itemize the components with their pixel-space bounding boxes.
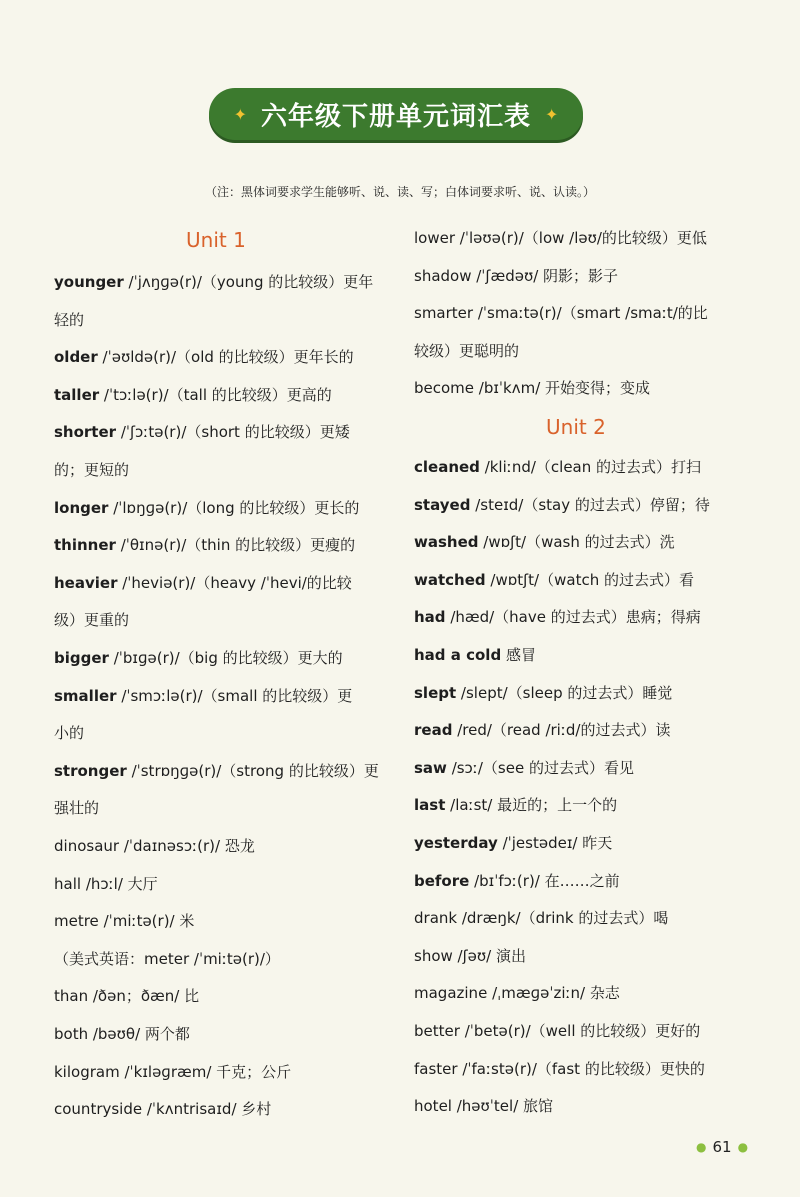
vocab-word: stayed [414,495,471,514]
vocab-entry [414,983,620,1003]
vocab-entry [54,1024,190,1044]
vocab-word: than [54,987,89,1006]
vocab-word: longer [54,498,109,517]
vocab-definition: /ˈəʊldə(r)/（old 的比较级）更年长的 [97,348,354,367]
vocab-definition: /ˈsmɔːlə(r)/（small 的比较级）更 [116,686,353,705]
vocab-entry [54,310,84,330]
vocab-entry [54,1062,291,1082]
vocab-definition: /hɔːl/ 大厅 [81,874,158,893]
vocab-entry [414,758,634,778]
vocab-entry [54,498,359,518]
vocab-definition: 轻的 [54,310,85,329]
vocab-definition: /ˈjestədeɪ/ 昨天 [497,834,613,852]
vocab-entry [414,341,519,361]
vocab-definition: /ˈʃædəʊ/ 阴影；影子 [471,266,619,285]
vocab-entry [54,460,129,480]
vocab-entry [414,607,701,627]
vocab-entry [414,1021,700,1041]
page-number-text: 61 [712,1138,732,1156]
vocab-word: washed [414,533,479,552]
vocab-word: yesterday [414,834,498,852]
vocab-word: dinosaur [54,837,120,855]
vocab-word: had [414,608,446,627]
vocab-word: had a cold [414,646,502,664]
vocab-word: taller [54,385,100,404]
vocab-entry [414,1096,553,1116]
vocab-definition: /ˈmiːtə(r)/ 米 [98,912,195,931]
vocab-word: countryside [54,1100,143,1119]
vocab-word: read [414,721,453,740]
vocab-word: saw [414,758,447,777]
vocab-entry [414,645,536,665]
vocab-definition: 强壮的 [54,799,100,818]
vocab-entry [414,871,620,891]
vocab-entry [54,723,84,743]
vocab-word: smarter [414,304,474,323]
vocab-entry [54,1099,271,1119]
vocab-entry [414,532,675,552]
vocab-word: slept [414,683,457,702]
vocab-entry [414,795,617,815]
vocab-definition: /bəʊθ/ 两个都 [88,1025,190,1043]
usage-note: （注：黑体词要求学生能够听、说、读、写；白体词要求听、说、认读。） [204,185,595,199]
vocab-definition: /ˈbɪɡə(r)/（big 的比较级）更大的 [108,649,343,667]
vocab-entry [54,648,343,668]
vocab-definition: /ˈləʊə(r)/（low /ləʊ/的比较级）更低 [455,229,707,247]
vocab-entry [54,874,158,894]
vocab-word: last [414,796,446,815]
vocab-word: hotel [414,1097,452,1116]
vocab-word: drank [414,909,458,928]
vocab-definition: /sɔː/（see 的过去式）看见 [446,758,634,777]
star-icon: ✦ [545,104,559,124]
vocab-word: both [54,1025,89,1043]
vocab-definition: /ˈtɔːlə(r)/（tall 的比较级）更高的 [99,385,332,404]
vocab-word: older [54,348,98,367]
vocab-word: stronger [54,761,127,780]
vocab-entry [414,1059,705,1079]
vocab-entry [54,911,194,931]
vocab-entry [54,686,352,706]
vocab-definition: /ʃəʊ/ 演出 [452,946,526,965]
vocab-definition: 较级）更聪明的 [414,341,520,360]
vocab-entry [414,495,710,515]
vocab-definition: （美式英语：meter /ˈmiːtə(r)/） [54,949,280,968]
vocab-definition: /steɪd/（stay 的过去式）停留；待 [470,495,710,514]
vocab-definition: /slept/（sleep 的过去式）睡觉 [456,683,673,702]
vocab-word: metre [54,912,99,931]
vocab-word: hall [54,874,82,893]
vocab-word: cleaned [414,458,480,476]
vocab-entry [414,457,701,477]
vocab-definition: /ˈθɪnə(r)/（thin 的比较级）更瘦的 [115,536,356,555]
vocab-definition: /wɒʃt/（wash 的过去式）洗 [478,533,675,552]
vocab-entry [54,798,99,818]
dot-icon: ● [696,1140,707,1154]
vocab-definition: /həʊˈtel/ 旅馆 [451,1097,554,1116]
vocab-definition: 感冒 [501,646,536,664]
unit-2-heading: Unit 2 [546,415,606,439]
vocab-entry [414,720,670,740]
vocab-word: faster [414,1059,458,1078]
vocab-word: shadow [414,266,472,285]
vocab-definition: /ˈlɒŋɡə(r)/（long 的比较级）更长的 [108,498,360,517]
vocab-entry [54,986,199,1006]
vocab-definition: /hæd/（have 的过去式）患病；得病 [445,608,701,627]
vocab-word: better [414,1022,460,1040]
vocab-word: kilogram [54,1062,120,1081]
vocab-word: magazine [414,984,488,1003]
vocab-entry [54,761,379,781]
unit-1-heading: Unit 1 [186,228,246,252]
vocab-entry [414,378,650,398]
vocab-entry [54,610,129,630]
vocab-word: heavier [54,573,118,592]
page-title: 六年级下册单元词汇表 [260,101,531,132]
vocab-entry [54,272,373,292]
vocab-entry [414,228,707,248]
vocab-definition: /ˈʃɔːtə(r)/（short 的比较级）更矮 [116,423,350,442]
vocab-word: shorter [54,423,117,442]
dot-icon: ● [737,1140,749,1154]
vocab-definition: /bɪˈfɔː(r)/ 在……之前 [469,871,620,890]
vocab-word: bigger [54,649,109,667]
vocab-definition: /kliːnd/（clean 的过去式）打扫 [479,458,702,476]
vocab-word: lower [414,229,456,247]
vocab-entry [54,836,255,856]
vocab-definition: /bɪˈkʌm/ 开始变得；变成 [474,379,651,398]
vocab-entry [54,535,355,555]
vocab-definition: /ˈfaːstə(r)/（fast 的比较级）更快的 [457,1059,705,1078]
vocab-definition: /wɒtʃt/（watch 的过去式）看 [485,570,694,589]
vocab-definition: /ˈkɪləɡræm/ 千克；公斤 [119,1062,292,1081]
title-banner [209,88,583,140]
vocab-definition: 级）更重的 [54,611,130,630]
vocab-definition: /ˈkʌntrisaɪd/ 乡村 [142,1100,272,1119]
vocab-entry [54,422,350,442]
vocab-word: smaller [54,686,117,705]
vocab-entry [414,908,668,928]
vocab-entry [54,573,352,593]
star-icon: ✦ [233,104,247,124]
vocab-definition: /laːst/ 最近的；上一个的 [445,796,618,815]
page-number [690,1138,754,1156]
vocab-word: watched [414,570,486,589]
vocab-definition: /ˈdaɪnəsɔː(r)/ 恐龙 [119,837,255,855]
vocab-entry [414,570,694,590]
vocab-word: before [414,871,470,890]
vocab-word: show [414,946,453,965]
vocab-definition: /ðən；ðæn/ 比 [88,987,200,1006]
vocab-definition: /dræŋk/（drink 的过去式）喝 [457,909,669,928]
vocab-entry [414,303,708,323]
vocab-definition: /ˈbetə(r)/（well 的比较级）更好的 [459,1022,701,1040]
vocab-word: become [414,379,475,398]
vocab-entry [54,347,354,367]
vocab-definition: 小的 [54,724,85,743]
vocab-word: younger [54,273,124,291]
vocab-definition: 的；更短的 [54,461,130,479]
vocab-definition: /ˈsmaːtə(r)/（smart /smaːt/的比 [473,304,708,323]
vocab-entry [414,266,618,286]
vocab-definition: /ˈstrɒŋɡə(r)/（strong 的比较级）更 [126,761,379,780]
vocab-definition: /red/（read /riːd/的过去式）读 [452,721,671,740]
vocab-entry [414,833,612,853]
vocab-entry [414,946,526,966]
vocab-definition: /ˈheviə(r)/（heavy /ˈhevi/的比较 [117,573,352,592]
vocab-entry [54,949,280,969]
vocab-definition: /ˌmæɡəˈziːn/ 杂志 [487,984,620,1003]
vocab-definition: /ˈjʌŋɡə(r)/（young 的比较级）更年 [123,273,374,291]
vocab-entry [54,385,332,405]
vocab-word: thinner [54,536,116,555]
vocab-entry [414,683,672,703]
